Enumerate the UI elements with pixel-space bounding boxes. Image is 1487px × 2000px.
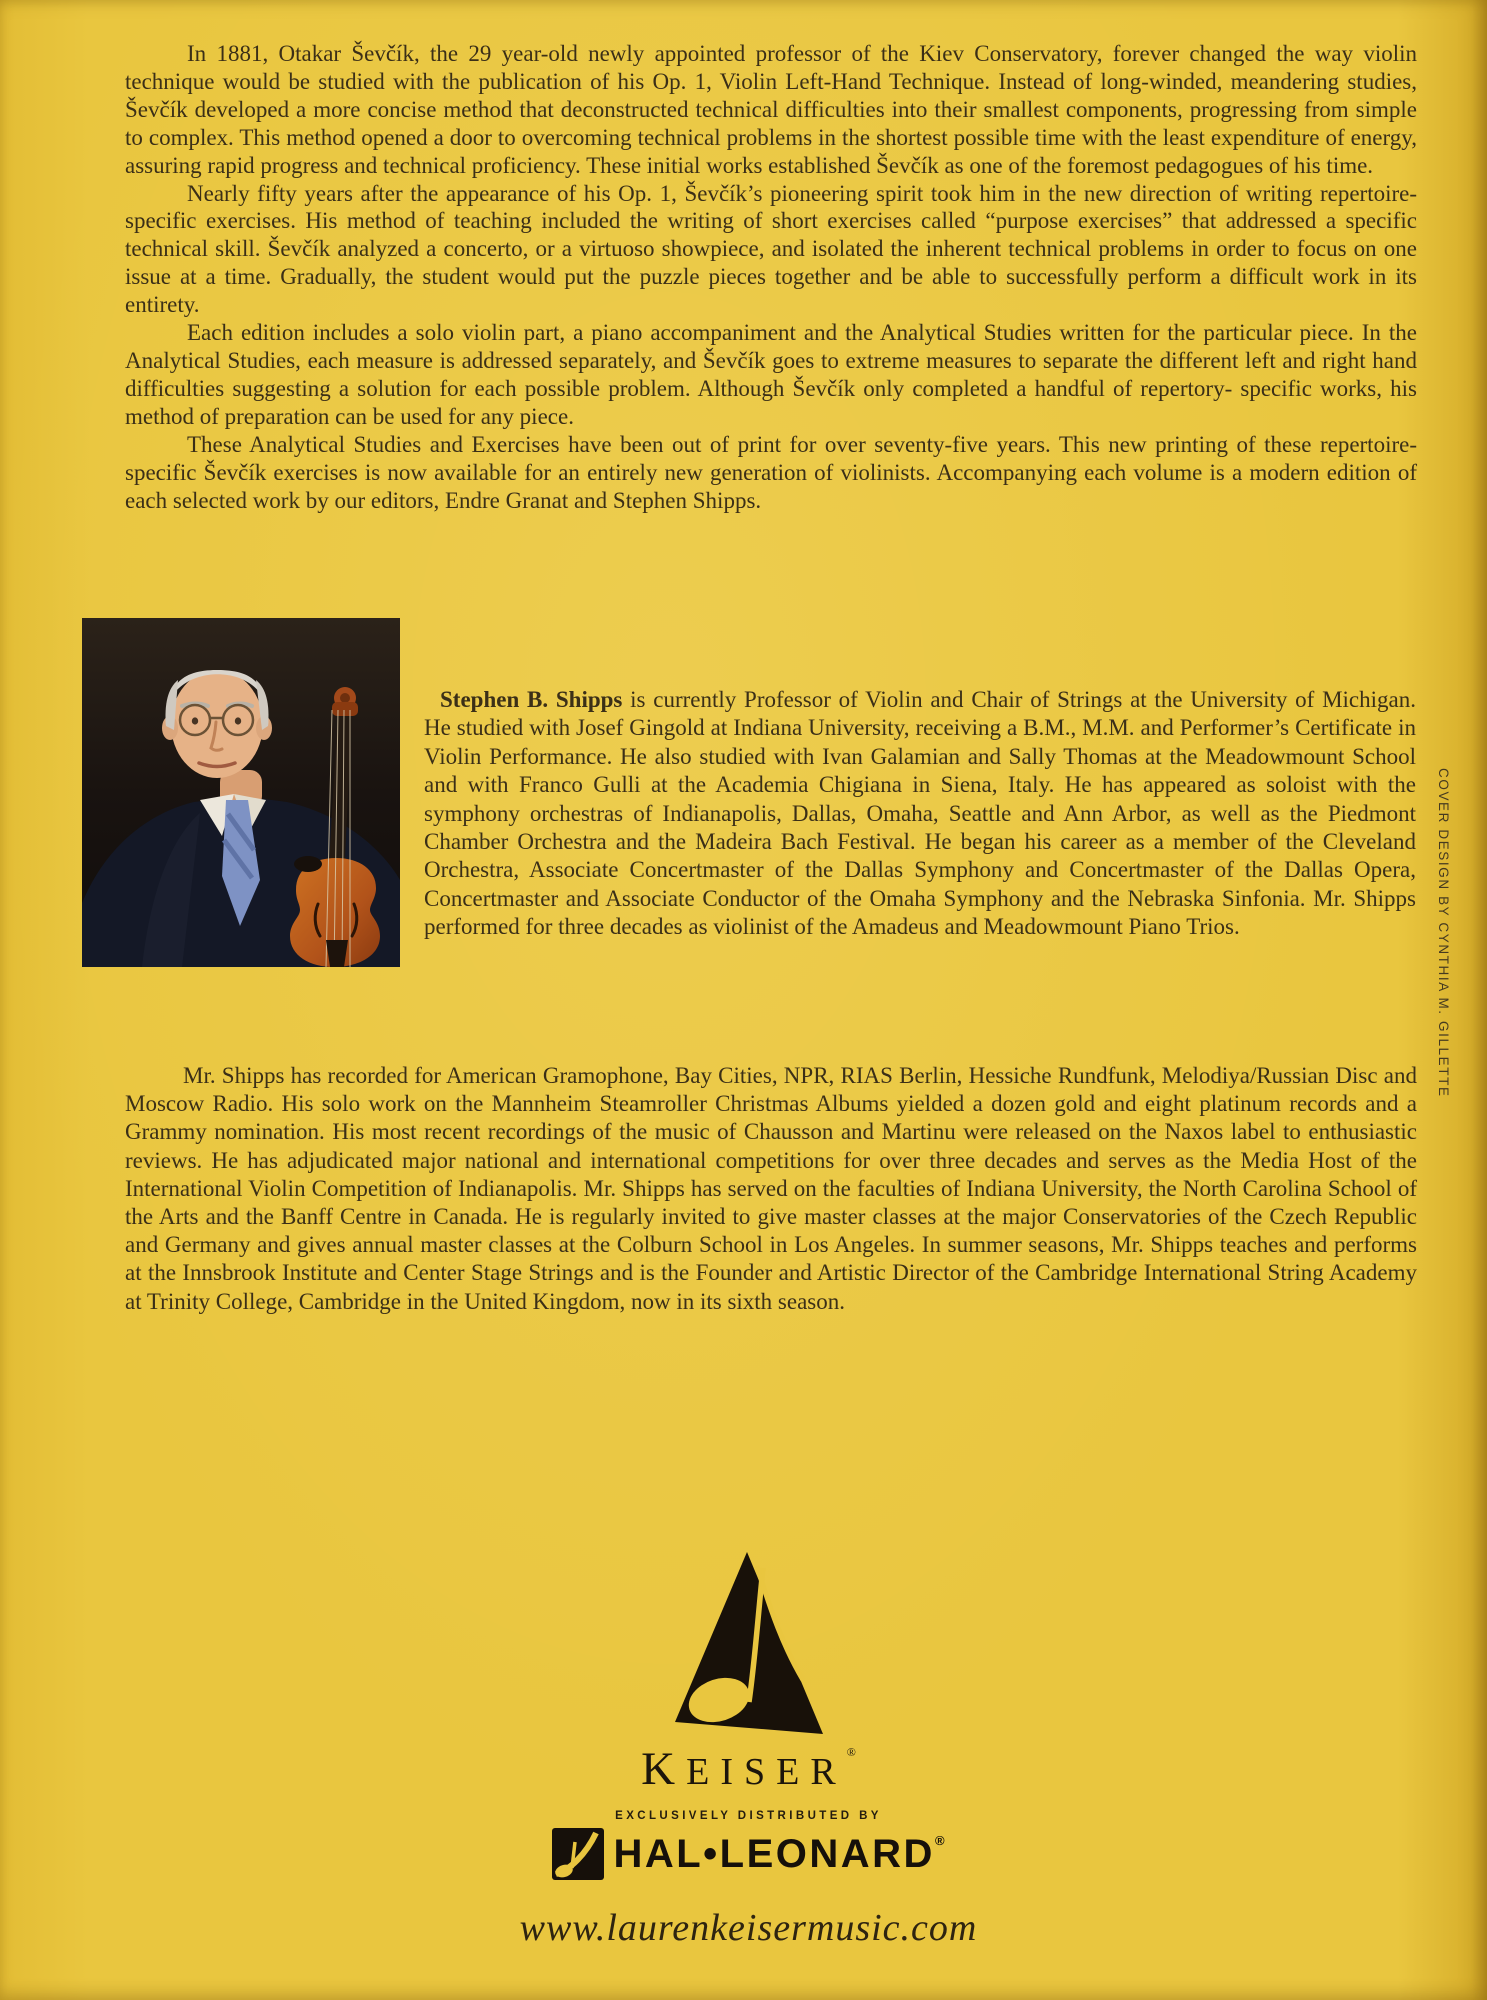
publisher-footer — [5, 1550, 1487, 1950]
keiser-wordmark-initial: K — [641, 1743, 687, 1795]
keiser-registered-mark: ® — [846, 1745, 856, 1759]
hal-leonard-wordmark — [613, 1832, 944, 1877]
bio-paragraph-2: Mr. Shipps has recorded for American Gramophone, Bay Cities, NPR, RIAS Berlin, Hessiche Rundfunk, Melodiya/Russian Disc and Moscow Radio. His solo work on the Mannheim Steamroller Christmas Albums yielded a dozen gold and eight platinum records and a Grammy nomination. His most recent recordings of the music of Chausson and Martinu were released on the Naxos label to enthusiastic reviews. He has adjudicated major national and international competitions for over three decades and serves as the Media Host of the International Violin Competition of Indianapolis. Mr. Shipps has served on the faculties of Indiana University, the North Carolina School of the Arts and the Banff Centre in Canada. He is regularly invited to give master classes at the major Conservatories of the Czech Republic and Germany and gives annual master classes at the Colburn School in Los Angeles. In summer seasons, Mr. Shipps teaches and performs at the Innsbrook Institute and Center Stage Strings and is the Founder and Artistic Director of the Cambridge International String Academy at Trinity College, Cambridge in the United Kingdom, now in its sixth season. — [125, 1063, 1417, 1314]
distributed-by-label: EXCLUSIVELY DISTRIBUTED BY — [615, 1810, 882, 1822]
hal-leonard-note-icon — [552, 1828, 604, 1880]
keiser-wordmark-rest: EISER — [686, 1751, 847, 1793]
intro-text-block — [125, 40, 1417, 514]
intro-paragraph-3: Each edition includes a solo violin part, a piano accompaniment and the Analytical Studies written for the particular piece. In the Analytical Studies, each measure is addressed separately, and Ševčík goes to extreme measures to separate the different left and right hand difficulties suggesting a solution for each possible problem. Although Ševčík only completed a handful of repertory- specific works, his method of preparation can be used for any piece. — [125, 320, 1417, 429]
intro-paragraph-2: Nearly fifty years after the appearance of his Op. 1, Ševčík’s pioneering spirit took him in the new direction of writing repertoire-specific exercises. His method of teaching included the writing of short exercises called “purpose exercises” that addressed a specific technical skill. Ševčík analyzed a concerto, or a virtuoso showpiece, and isolated the inherent technical problems in order to focus on one issue at a time. Gradually, the student would put the puzzle pieces together and be able to successfully perform a difficult work in its entirety. — [125, 180, 1417, 318]
hal-leonard-text: HAL•LEONARD — [613, 1831, 935, 1876]
keiser-logo-icon — [673, 1550, 825, 1740]
hal-leonard-registered-mark: ® — [934, 1832, 945, 1848]
portrait-photo — [82, 618, 400, 967]
hal-leonard-logo — [5, 1828, 1487, 1880]
intro-paragraph-4: These Analytical Studies and Exercises have been out of print for over seventy-five years. This new printing of these repertoire-specific Ševčík exercises is now available for an entirely new generation of violinists. Accompanying each volume is a modern edition of each selected work by our editors, Endre Granat and Stephen Shipps. — [125, 431, 1417, 513]
bio-lead-name: Stephen B. Shipps — [440, 687, 623, 712]
bio-paragraph-1 — [424, 686, 1416, 942]
keiser-wordmark — [5, 1742, 1487, 1796]
bio-lead-rest: is currently Professor of Violin and Chair of Strings at the University of Michigan. He studied with Josef Gingold at Indiana University, receiving a B.M., M.M. and Performer’s Certificate in Violin Performance. He also studied with Ivan Galamian and Sally Thomas at the Meadowmount School and with Franco Gulli at the Academia Chigiana in Siena, Italy. He has appeared as soloist with the symphony orchestras of Indianapolis, Dallas, Omaha, Seattle and Ann Arbor, as well as the Piedmont Chamber Orchestra and the Madeira Bach Festival. He began his career as a member of the Cleveland Orchestra, Associate Concertmaster of the Dallas Symphony and Concertmaster of the Dallas Opera, Concertmaster and Associate Conductor of the Omaha Symphony and the Nebraska Sinfonia. Mr. Shipps performed for three decades as violinist of the Amadeus and Meadowmount Piano Trios. — [424, 687, 1416, 940]
website-url: www.laurenkeisermusic.com — [519, 1907, 978, 1949]
cover-design-credit: COVER DESIGN BY CYNTHIA M. GILLETTE — [1436, 768, 1451, 1098]
intro-paragraph-1: In 1881, Otakar Ševčík, the 29 year-old newly appointed professor of the Kiev Conservatory, forever changed the way violin technique would be studied with the publication of his Op. 1, Violin Left-Hand Technique. Instead of long-winded, meandering studies, Ševčík developed a more concise method that deconstructed technical difficulties into their smallest components, progressing from simple to complex. This method opened a door to overcoming technical problems in the shortest possible time with the least expenditure of energy, assuring rapid progress and technical proficiency. These initial works established Ševčík as one of the foremost pedagogues of his time. — [125, 41, 1417, 178]
